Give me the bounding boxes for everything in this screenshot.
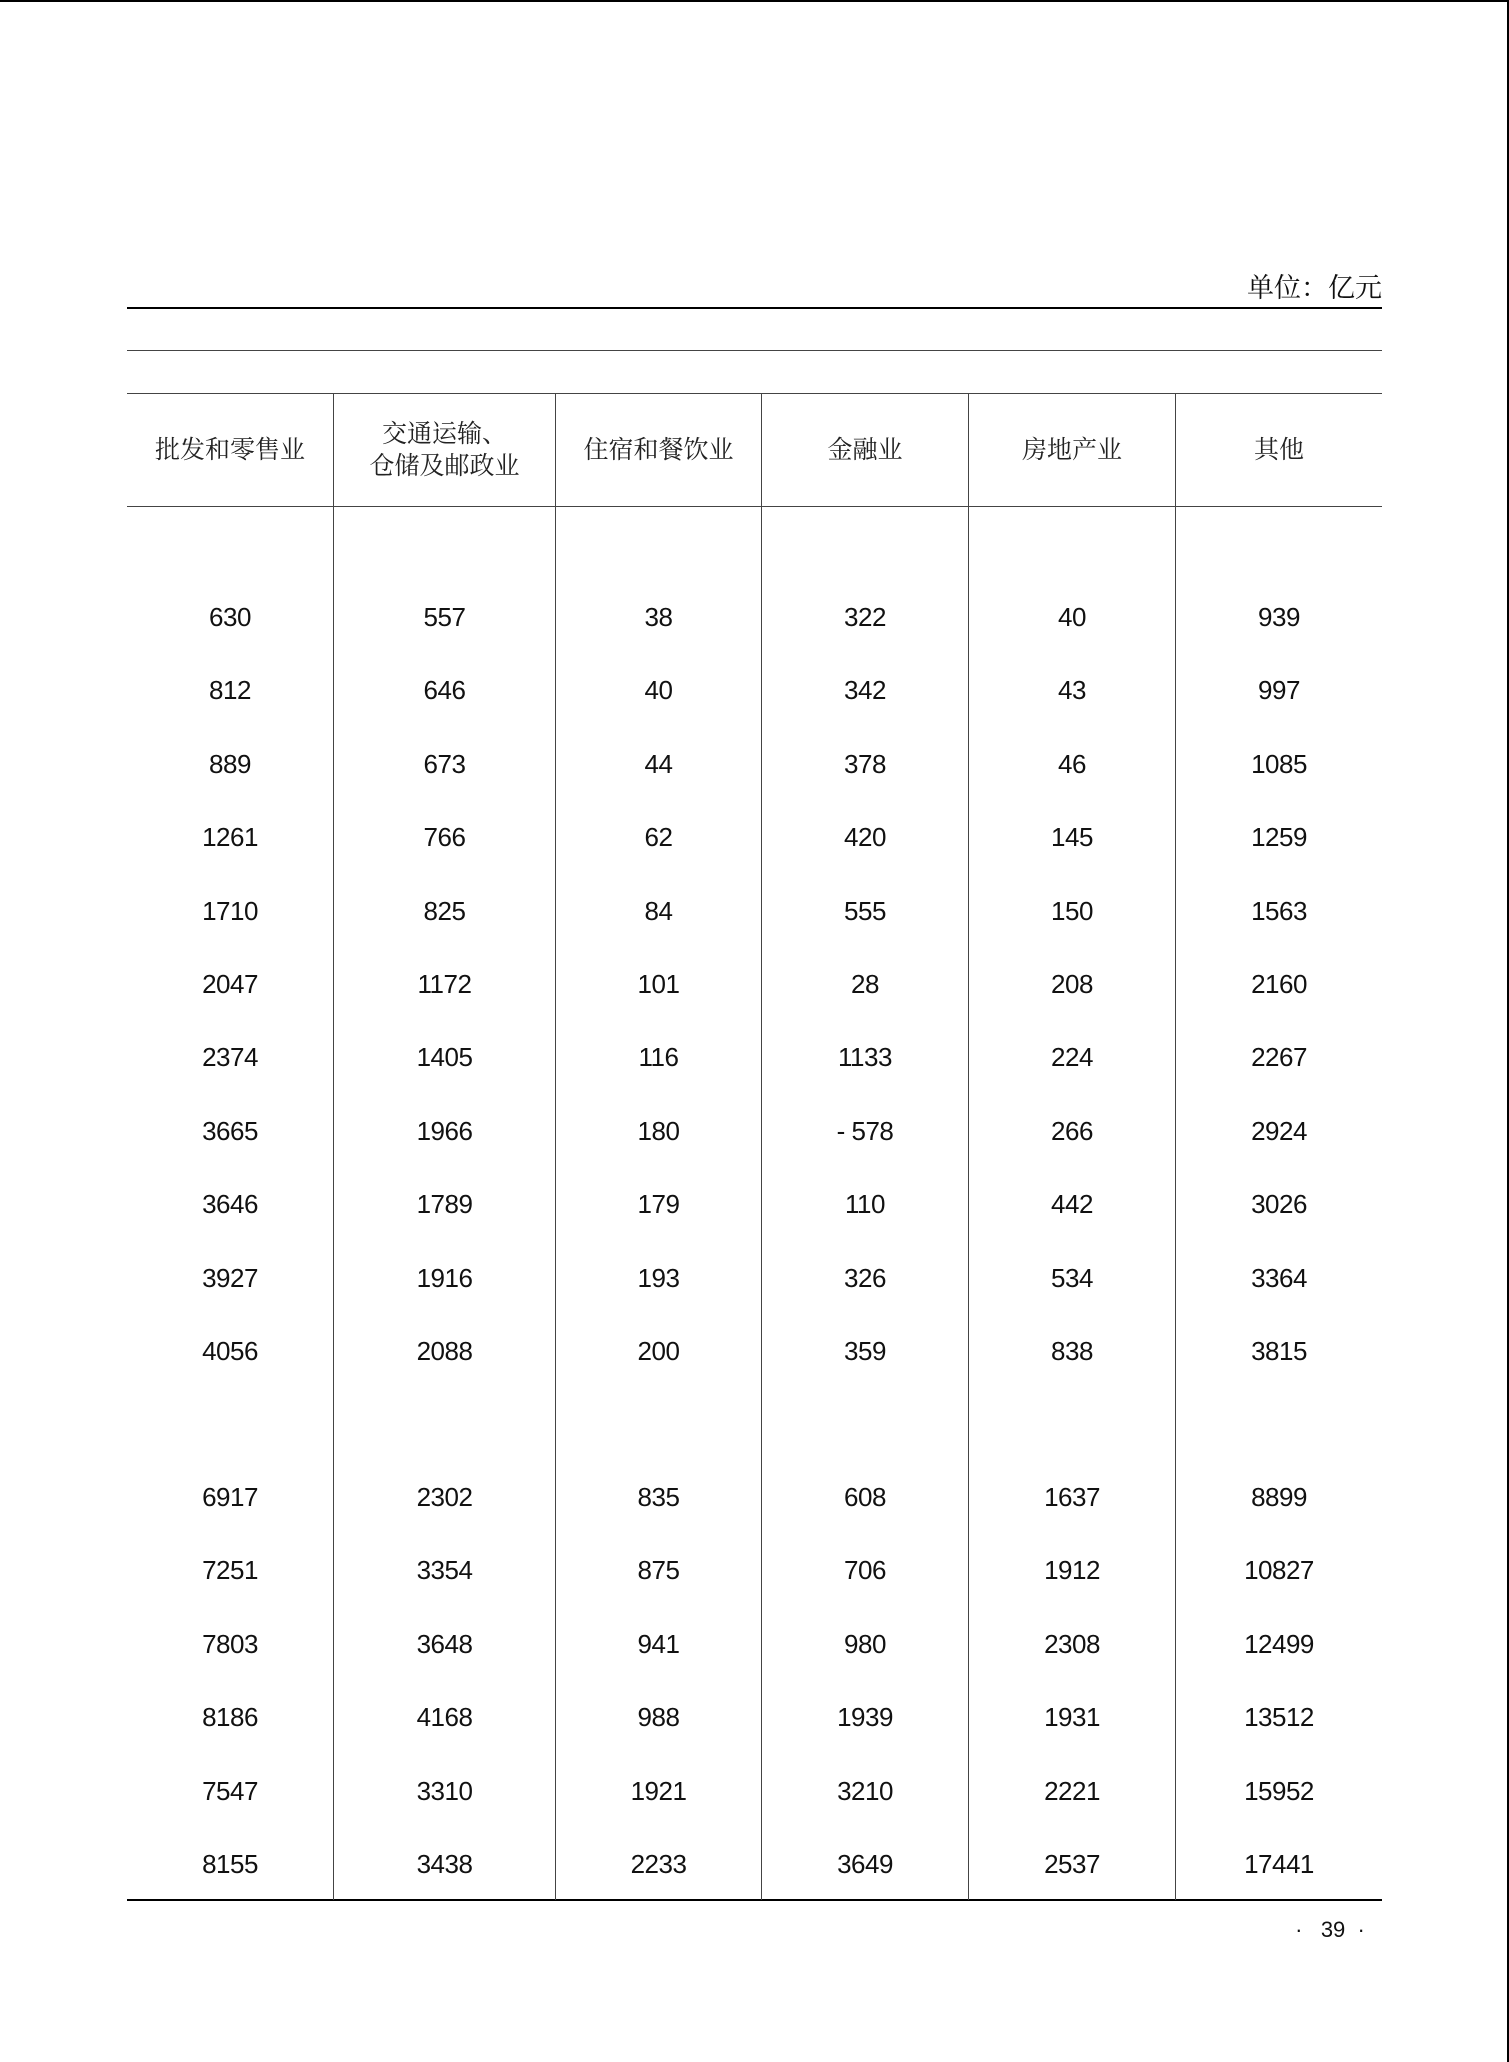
table-cell: 420 [844,822,886,852]
table-cell: 6917 [202,1482,258,1512]
table-cell: 941 [637,1629,680,1659]
table-cell: 266 [1051,1116,1093,1146]
table-cell: 101 [637,969,680,999]
table-cell: 179 [637,1189,680,1219]
table-cell: 1172 [417,969,472,999]
table-cell: 3310 [416,1776,473,1806]
table-cell: 2047 [202,969,258,999]
table-cell: 706 [844,1555,886,1585]
table-cell: 3648 [416,1629,473,1659]
table-cell: 4168 [416,1702,473,1732]
table-cell: 766 [423,822,466,852]
table-cell: 2088 [416,1336,473,1366]
table-cell: 980 [844,1629,886,1659]
unit-label: 单位：亿元 [1247,273,1382,304]
header-wholesale-retail: 批发和零售业 [154,435,305,464]
table-cell: 2302 [416,1482,473,1512]
table-cell: 646 [423,675,466,705]
table-cell: 40 [644,675,673,705]
table-cell: 359 [844,1336,886,1366]
header-accommodation-catering: 住宿和餐饮业 [583,435,734,464]
table-cell: 10827 [1244,1555,1314,1585]
table-cell: 3649 [837,1849,893,1879]
table-cell: 3210 [837,1776,893,1806]
header-transport-storage-postal: 交通运输、 仓储及邮政业 [369,419,520,480]
page-number: · 39 · [1295,1917,1365,1942]
table-cell: 1405 [416,1042,473,1072]
table-cell: 1563 [1251,896,1307,926]
header-real-estate: 房地产业 [1021,435,1122,464]
table-bottom-rule [127,1899,1382,1901]
table-cell: 557 [423,602,466,632]
table-cell: 3665 [202,1116,258,1146]
table-cell: 1939 [837,1702,893,1732]
table-cell: 1710 [202,896,258,926]
table-top-rule [127,307,1382,309]
table-cell: 12499 [1244,1629,1314,1659]
table-cell: 15952 [1244,1776,1314,1806]
table-cell: 997 [1258,675,1300,705]
table-cell: 2221 [1044,1776,1100,1806]
table-cell: 180 [637,1116,680,1146]
table-cell: 1921 [630,1776,687,1806]
table-cell: 1966 [416,1116,473,1146]
table-cell: 13512 [1244,1702,1314,1732]
table-cell: 838 [1051,1336,1093,1366]
table-cell: 7251 [202,1555,258,1585]
table-cell: 17441 [1244,1849,1314,1879]
table-cell: 150 [1051,896,1093,926]
table-cell: 110 [845,1189,885,1219]
table-cell: 1133 [838,1042,892,1072]
table-cell: 3438 [416,1849,473,1879]
table-cell: 8155 [202,1849,258,1879]
table-cell: 7547 [202,1776,258,1806]
header-bottom-rule [127,506,1382,507]
table-cell: 46 [1058,749,1086,779]
table-cell: 835 [637,1482,680,1512]
table-cell: 322 [844,602,886,632]
table-cell: 1912 [1044,1555,1100,1585]
table-cell: 3646 [202,1189,258,1219]
table-cell: 988 [637,1702,680,1732]
table-cell: 2374 [202,1042,258,1072]
header-other: 其他 [1253,435,1304,464]
table-cell: 326 [844,1263,886,1293]
table-cell: 43 [1058,675,1086,705]
table-cell: 38 [644,602,673,632]
table-cell: 224 [1051,1042,1093,1072]
table-cell: 812 [209,675,251,705]
table-cell: 2308 [1044,1629,1100,1659]
table-cell: 145 [1051,822,1093,852]
table-cell: 193 [637,1263,680,1293]
table-cell: 889 [209,749,251,779]
table-cell: 442 [1051,1189,1093,1219]
table-cell: 630 [209,602,251,632]
table-cell: 1789 [416,1189,473,1219]
table-cell: 1085 [1251,749,1307,779]
table-cell: 40 [1058,602,1086,632]
table-cell: 825 [423,896,466,926]
table-cell: 1637 [1044,1482,1100,1512]
table-cell: 3026 [1251,1189,1307,1219]
table-cell: 3364 [1251,1263,1307,1293]
table-cell: 200 [637,1336,680,1366]
table-cell: 3815 [1251,1336,1307,1366]
table-cell: 1259 [1251,822,1307,852]
table-cell: 1916 [416,1263,473,1293]
table-cell: 4056 [202,1336,258,1366]
table-cell: 44 [644,749,673,779]
table-cell: 673 [423,749,466,779]
table-cell: 116 [638,1042,679,1072]
table-cell: 534 [1051,1263,1093,1293]
table-cell: 2924 [1251,1116,1307,1146]
table-cell: 939 [1258,602,1300,632]
table-cell: 342 [844,675,886,705]
header-finance: 金融业 [827,435,903,464]
table-cell: 875 [637,1555,680,1585]
table-cell: 84 [644,896,673,926]
table-cell: 2233 [630,1849,687,1879]
table-cell: 555 [844,896,886,926]
table-cell: 2537 [1044,1849,1100,1879]
table-cell: 608 [844,1482,886,1512]
table-cell: 62 [644,822,673,852]
table-cell: 2267 [1251,1042,1307,1072]
table-cell: 28 [851,969,879,999]
table-cell: 1931 [1044,1702,1100,1732]
table-rule [127,350,1382,351]
table-cell: 2160 [1251,969,1307,999]
table-cell: 1261 [202,822,258,852]
table-cell: 208 [1051,969,1093,999]
table-cell: 8899 [1251,1482,1307,1512]
table-cell: - 578 [836,1116,894,1146]
table-cell: 3354 [416,1555,473,1585]
table-cell: 8186 [202,1702,258,1732]
table-cell: 7803 [202,1629,258,1659]
table-cell: 378 [844,749,886,779]
table-cell: 3927 [202,1263,258,1293]
